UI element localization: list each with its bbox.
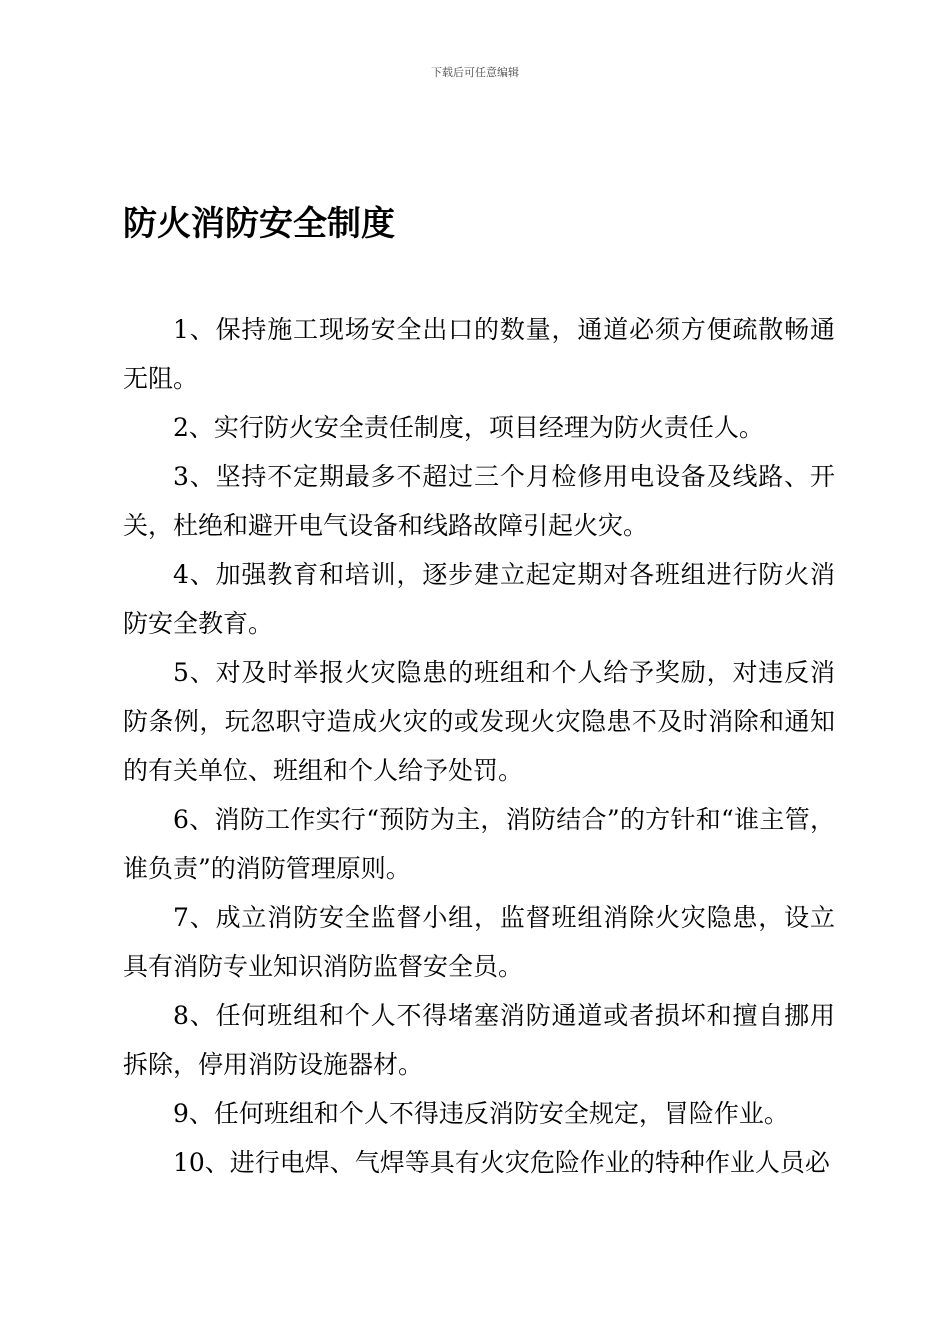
rule-paragraph-1: 1、保持施工现场安全出口的数量，通道必须方便疏散畅通无阻。: [123, 315, 835, 393]
rule-paragraph-8: 8、任何班组和个人不得堵塞消防通道或者损坏和擅自挪用拆除，停用消防设施器材。: [123, 1001, 835, 1079]
rule-paragraph-5: 5、对及时举报火灾隐患的班组和个人给予奖励，对违反消防条例，玩忽职守造成火灾的或发现火灾隐患不及时消除和通知的有关单位、班组和个人给予处罚。: [123, 658, 835, 785]
rule-paragraph-2: 2、实行防火安全责任制度，项目经理为防火责任人。: [173, 413, 764, 442]
rule-paragraph-10: 10、进行电焊、气焊等具有火灾危险作业的特种作业人员必: [173, 1148, 830, 1177]
document-title: 防火消防安全制度: [123, 204, 395, 244]
rule-paragraph-6: 6、消防工作实行“预防为主，消防结合”的方针和“谁主管，谁负责”的消防管理原则。: [123, 805, 835, 883]
rule-paragraph-3: 3、坚持不定期最多不超过三个月检修用电设备及线路、开关，杜绝和避开电气设备和线路故障引起火灾。: [123, 462, 835, 540]
rule-paragraph-9: 9、任何班组和个人不得违反消防安全规定，冒险作业。: [173, 1099, 789, 1128]
document-body: [123, 305, 835, 1187]
rule-paragraph-4: 4、加强教育和培训，逐步建立起定期对各班组进行防火消防安全教育。: [123, 560, 835, 638]
rule-paragraph-7: 7、成立消防安全监督小组，监督班组消除火灾隐患，设立具有消防专业知识消防监督安全员。: [123, 903, 835, 981]
page-header-note: 下载后可任意编辑: [431, 66, 519, 79]
